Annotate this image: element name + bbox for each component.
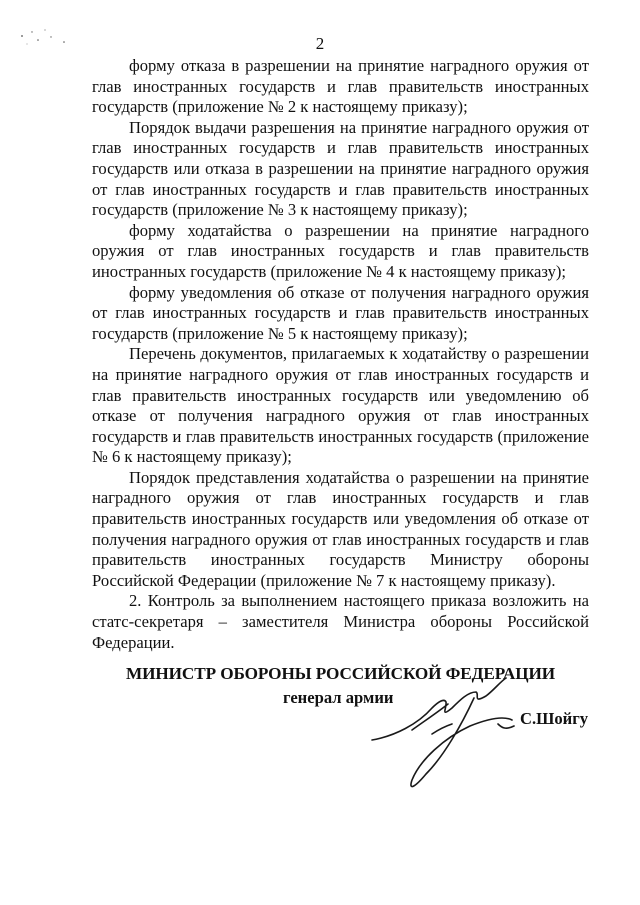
signatory-name: С.Шойгу [520, 709, 589, 728]
paragraph-submission-procedure: Порядок представления ходатайства о разрешении на принятие наградного оружия от глав иностранных государств и глав правительств иностранных государств или уведомления об отказе от получения наградного оружия от глав иностранных государств и глав правительств иностранных государств Министру обороны Российской Федерации (приложение № 7 к настоящему приказу). [92, 467, 589, 590]
handwritten-signature [0, 664, 640, 864]
paragraph-control-clause: 2. Контроль за выполнением настоящего приказа возложить на статс-секретаря – заместителя Министра обороны Российской Федерации. [92, 591, 589, 652]
document-body [92, 56, 589, 653]
paragraph-documents-list: Перечень документов, прилагаемых к ходатайству о разрешении на принятие наградного оружия от глав иностранных государств и глав правительств иностранных государств или уведомлению об отказе от получения наградного оружия от глав иностранных государств и глав правительств иностранных государств (приложение № 6 к настоящему приказу); [92, 344, 589, 467]
paragraph-issuance-procedure: Порядок выдачи разрешения на принятие наградного оружия от глав иностранных государств и глав правительств иностранных государств или отказа в разрешении на принятие наградного оружия от глав иностранных государств и глав правительств иностранных государств (приложение № 3 к настоящему приказу); [92, 117, 589, 220]
paragraph-form-refusal: форму отказа в разрешении на принятие наградного оружия от глав иностранных государств и глав правительств иностранных государств (приложение № 2 к настоящему приказу); [92, 56, 589, 117]
paragraph-form-petition: форму ходатайства о разрешении на принятие наградного оружия от глав иностранных государств и глав правительств иностранных государств (приложение № 4 к настоящему приказу); [92, 220, 589, 281]
page-number: 2 [315, 34, 325, 53]
signatory-title: МИНИСТР ОБОРОНЫ РОССИЙСКОЙ ФЕДЕРАЦИИ [126, 664, 556, 683]
signature-block [0, 664, 640, 864]
paragraph-form-notification: форму уведомления об отказе от получения наградного оружия от глав иностранных государств и глав правительств иностранных государств (приложение № 5 к настоящему приказу); [92, 282, 589, 343]
signatory-rank: генерал армии [283, 688, 394, 707]
